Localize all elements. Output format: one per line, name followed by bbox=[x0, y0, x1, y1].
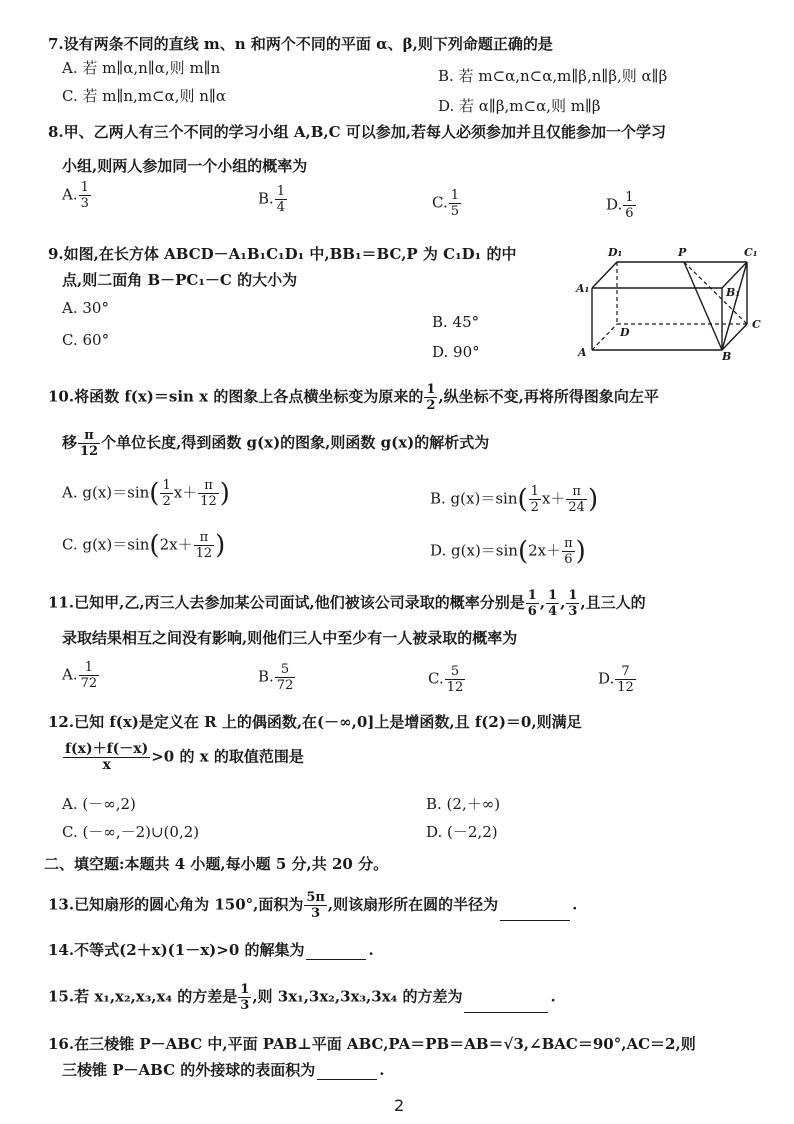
option-text: x＋ bbox=[541, 489, 566, 508]
q10-option-d bbox=[430, 536, 586, 567]
q11-option-a bbox=[62, 660, 100, 691]
label-a: A bbox=[578, 346, 587, 359]
answer-blank[interactable] bbox=[306, 943, 366, 960]
q11-stem-line1 bbox=[48, 588, 646, 619]
option-label: C. bbox=[428, 669, 444, 688]
label-b1: B₁ bbox=[726, 286, 741, 299]
fraction bbox=[424, 382, 437, 413]
q13 bbox=[48, 890, 577, 921]
denominator: 5 bbox=[450, 204, 459, 219]
q16-line1: 16.在三棱锥 P－ABC 中,平面 PAB⊥平面 ABC,PA＝PB＝AB＝√3,∠BAC＝90°,AC＝2,则 bbox=[48, 1035, 696, 1053]
fraction bbox=[238, 982, 251, 1013]
numerator: 1 bbox=[426, 382, 436, 397]
numerator: 7 bbox=[615, 664, 636, 680]
numerator: 5 bbox=[275, 662, 296, 678]
q7-option-b: B. 若 m⊂α,n⊂α,m∥β,n∥β,则 α∥β bbox=[438, 67, 668, 85]
stem-text: ,则 3x₁,3x₂,3x₃,3x₄ 的方差为 bbox=[252, 987, 463, 1006]
denominator: 12 bbox=[446, 680, 464, 695]
stem-text: , bbox=[560, 593, 566, 612]
q9-option-a: A. 30° bbox=[62, 299, 109, 317]
q12-stem-line2 bbox=[62, 742, 304, 773]
numerator: 1 bbox=[240, 982, 250, 997]
option-label: B. bbox=[258, 189, 274, 208]
numerator: 1 bbox=[162, 478, 171, 493]
q12-stem-line1: 12.已知 f(x)是定义在 R 上的偶函数,在(－∞,0]上是增函数,且 f(2)＝0,则满足 bbox=[48, 713, 582, 731]
option-label: A. bbox=[62, 185, 78, 204]
numerator: π bbox=[566, 484, 587, 500]
numerator: 1 bbox=[548, 588, 558, 603]
numerator: π bbox=[198, 478, 219, 494]
q15 bbox=[48, 982, 556, 1013]
denominator: 72 bbox=[276, 678, 294, 693]
fraction bbox=[615, 664, 636, 695]
fraction bbox=[562, 536, 575, 567]
q8-stem-line2: 小组,则两人参加同一个小组的概率为 bbox=[62, 157, 308, 175]
q8-option-b bbox=[258, 184, 288, 215]
label-a1: A₁ bbox=[576, 282, 590, 295]
label-c: C bbox=[752, 318, 761, 331]
stem-text: , bbox=[539, 593, 546, 612]
numerator: 1 bbox=[80, 180, 89, 195]
denominator: 4 bbox=[276, 200, 286, 215]
q9-option-c: C. 60° bbox=[62, 331, 110, 349]
q11-stem-line2: 录取结果相互之间没有影响,则他们三人中至少有一人被录取的概率为 bbox=[62, 629, 518, 647]
edge-a1d1 bbox=[592, 262, 617, 288]
option-label: D. bbox=[598, 669, 615, 688]
option-text: D. g(x)＝sin bbox=[430, 541, 518, 560]
option-text: B. g(x)＝sin bbox=[430, 489, 518, 508]
numerator: π bbox=[78, 428, 100, 444]
paren: ) bbox=[215, 530, 226, 561]
cuboid-figure bbox=[572, 240, 772, 360]
numerator: 1 bbox=[530, 484, 539, 499]
fraction bbox=[194, 530, 215, 561]
paren: ) bbox=[219, 478, 230, 509]
stem-text: ,则该扇形所在圆的半径为 bbox=[327, 895, 499, 914]
numerator: 1 bbox=[79, 660, 100, 676]
answer-blank[interactable] bbox=[500, 904, 570, 921]
denominator: x bbox=[102, 757, 111, 773]
numerator: 5 bbox=[445, 664, 466, 680]
numerator: π bbox=[194, 530, 215, 546]
q8-option-a bbox=[62, 180, 92, 211]
q10-stem-line1 bbox=[48, 382, 659, 413]
fraction bbox=[275, 662, 296, 693]
q16-line2 bbox=[62, 1060, 385, 1080]
denominator: 6 bbox=[527, 604, 537, 619]
paren: ( bbox=[517, 536, 529, 567]
fraction bbox=[566, 484, 587, 515]
stem-text: . bbox=[572, 895, 578, 914]
denominator: 6 bbox=[625, 206, 634, 221]
stem-text: 10.将函数 f(x)＝sin x 的图象上各点横坐标变为原来的 bbox=[48, 387, 424, 406]
option-text: 2x＋ bbox=[528, 541, 562, 560]
stem-text: . bbox=[368, 941, 374, 959]
q14 bbox=[48, 940, 374, 960]
fraction bbox=[79, 660, 100, 691]
stem-text: ,纵坐标不变,再将所得图象向左平 bbox=[438, 387, 659, 406]
fraction bbox=[529, 484, 541, 515]
paren: ( bbox=[149, 478, 160, 509]
option-label: A. bbox=[62, 665, 78, 684]
stem-text: ,且三人的 bbox=[580, 593, 646, 612]
stem-text: . bbox=[379, 1061, 385, 1079]
numerator: 5π bbox=[306, 890, 325, 905]
fraction bbox=[526, 588, 539, 619]
stem-text: >0 的 x 的取值范围是 bbox=[151, 747, 304, 766]
q7-option-a: A. 若 m∥α,n∥α,则 m∥n bbox=[62, 59, 221, 77]
stem-text: 三棱锥 P－ABC 的外接球的表面积为 bbox=[62, 1061, 316, 1079]
option-label: D. bbox=[606, 195, 623, 214]
denominator: 3 bbox=[311, 906, 321, 921]
denominator: 12 bbox=[617, 680, 634, 695]
fraction bbox=[546, 588, 559, 619]
stem-text: . bbox=[550, 987, 556, 1006]
label-d1: D₁ bbox=[608, 246, 623, 259]
q12-option-a: A. (－∞,2) bbox=[62, 795, 136, 813]
paren: ( bbox=[517, 484, 528, 515]
fraction bbox=[304, 890, 327, 921]
option-label: C. bbox=[432, 193, 448, 212]
q9-stem-line1: 9.如图,在长方体 ABCD－A₁B₁C₁D₁ 中,BB₁＝BC,P 为 C₁D₁ 的中 bbox=[48, 245, 517, 263]
fraction bbox=[198, 478, 219, 509]
denominator: 12 bbox=[195, 546, 213, 561]
q12-option-d: D. (－2,2) bbox=[426, 823, 498, 841]
denominator: 12 bbox=[80, 444, 99, 459]
q7-stem: 7.设有两条不同的直线 m、n 和两个不同的平面 α、β,则下列命题正确的是 bbox=[48, 35, 553, 53]
page-number: 2 bbox=[394, 1096, 405, 1115]
segment-pb bbox=[684, 262, 722, 350]
fraction bbox=[445, 664, 466, 695]
fraction bbox=[79, 180, 91, 211]
denominator: 2 bbox=[530, 500, 539, 515]
q11-option-c bbox=[428, 664, 466, 695]
q7-option-d: D. 若 α∥β,m⊂α,则 m∥β bbox=[438, 97, 601, 115]
fraction bbox=[78, 428, 100, 459]
paren: ( bbox=[149, 530, 160, 561]
numerator: f(x)＋f(－x) bbox=[65, 741, 149, 757]
fraction bbox=[623, 190, 635, 221]
numerator: 1 bbox=[276, 184, 286, 199]
fraction bbox=[449, 188, 461, 219]
answer-blank[interactable] bbox=[464, 996, 548, 1013]
label-d: D bbox=[620, 326, 630, 339]
stem-text: 13.已知扇形的圆心角为 150°,面积为 bbox=[48, 895, 304, 914]
denominator: 2 bbox=[162, 494, 171, 509]
numerator: 1 bbox=[527, 588, 537, 603]
option-text: A. g(x)＝sin bbox=[62, 483, 150, 502]
option-text: x＋ bbox=[173, 483, 198, 502]
denominator: 72 bbox=[80, 676, 98, 691]
label-c1: C₁ bbox=[744, 246, 758, 259]
q9-stem-line2: 点,则二面角 B－PC₁－C 的大小为 bbox=[62, 271, 298, 289]
numerator: π bbox=[564, 536, 573, 551]
stem-text: 15.若 x₁,x₂,x₃,x₄ 的方差是 bbox=[48, 987, 238, 1006]
numerator: 1 bbox=[568, 588, 578, 603]
q11-option-d bbox=[598, 664, 637, 695]
q9-option-b: B. 45° bbox=[432, 313, 480, 331]
q7-option-c: C. 若 m∥n,m⊂α,则 n∥α bbox=[62, 87, 227, 105]
denominator: 3 bbox=[80, 196, 89, 211]
q8-option-d bbox=[606, 190, 637, 221]
fraction bbox=[275, 184, 287, 215]
label-p: P bbox=[678, 246, 687, 259]
q9-option-d: D. 90° bbox=[432, 343, 480, 361]
fraction bbox=[63, 742, 150, 773]
hidden-edge-ad bbox=[592, 324, 617, 350]
denominator: 3 bbox=[240, 998, 250, 1013]
q12-option-b: B. (2,＋∞) bbox=[426, 795, 501, 813]
denominator: 12 bbox=[200, 494, 217, 509]
stem-text: 个单位长度,得到函数 g(x)的图象,则函数 g(x)的解析式为 bbox=[101, 433, 490, 452]
paren: ) bbox=[587, 484, 599, 515]
q11-option-b bbox=[258, 662, 296, 693]
numerator: 1 bbox=[450, 188, 459, 203]
numerator: 1 bbox=[625, 190, 634, 205]
denominator: 4 bbox=[548, 604, 558, 619]
option-text: C. g(x)＝sin bbox=[62, 535, 150, 554]
q10-stem-line2 bbox=[62, 428, 489, 459]
q10-option-c bbox=[62, 530, 225, 561]
answer-blank[interactable] bbox=[317, 1063, 377, 1080]
q12-option-c: C. (－∞,－2)∪(0,2) bbox=[62, 823, 200, 841]
option-text: 2x＋ bbox=[159, 535, 193, 554]
fraction bbox=[566, 588, 579, 619]
q10-option-b bbox=[430, 484, 598, 515]
denominator: 3 bbox=[568, 604, 578, 619]
denominator: 24 bbox=[568, 500, 585, 515]
label-b: B bbox=[722, 350, 732, 360]
q10-option-a bbox=[62, 478, 230, 509]
denominator: 2 bbox=[426, 398, 436, 413]
denominator: 6 bbox=[564, 552, 573, 567]
q8-option-c bbox=[432, 188, 462, 219]
stem-text: 移 bbox=[62, 433, 78, 452]
stem-text: 14.不等式(2＋x)(1－x)>0 的解集为 bbox=[48, 941, 305, 959]
q8-stem-line1: 8.甲、乙两人有三个不同的学习小组 A,B,C 可以参加,若每人必须参加并且仅能参加一个学习 bbox=[48, 123, 667, 141]
option-label: B. bbox=[258, 667, 274, 686]
stem-text: 11.已知甲,乙,丙三人去参加某公司面试,他们被该公司录取的概率分别是 bbox=[48, 593, 525, 612]
section-heading: 二、填空题:本题共 4 小题,每小题 5 分,共 20 分。 bbox=[44, 855, 389, 873]
fraction bbox=[160, 478, 172, 509]
paren: ) bbox=[575, 536, 586, 567]
